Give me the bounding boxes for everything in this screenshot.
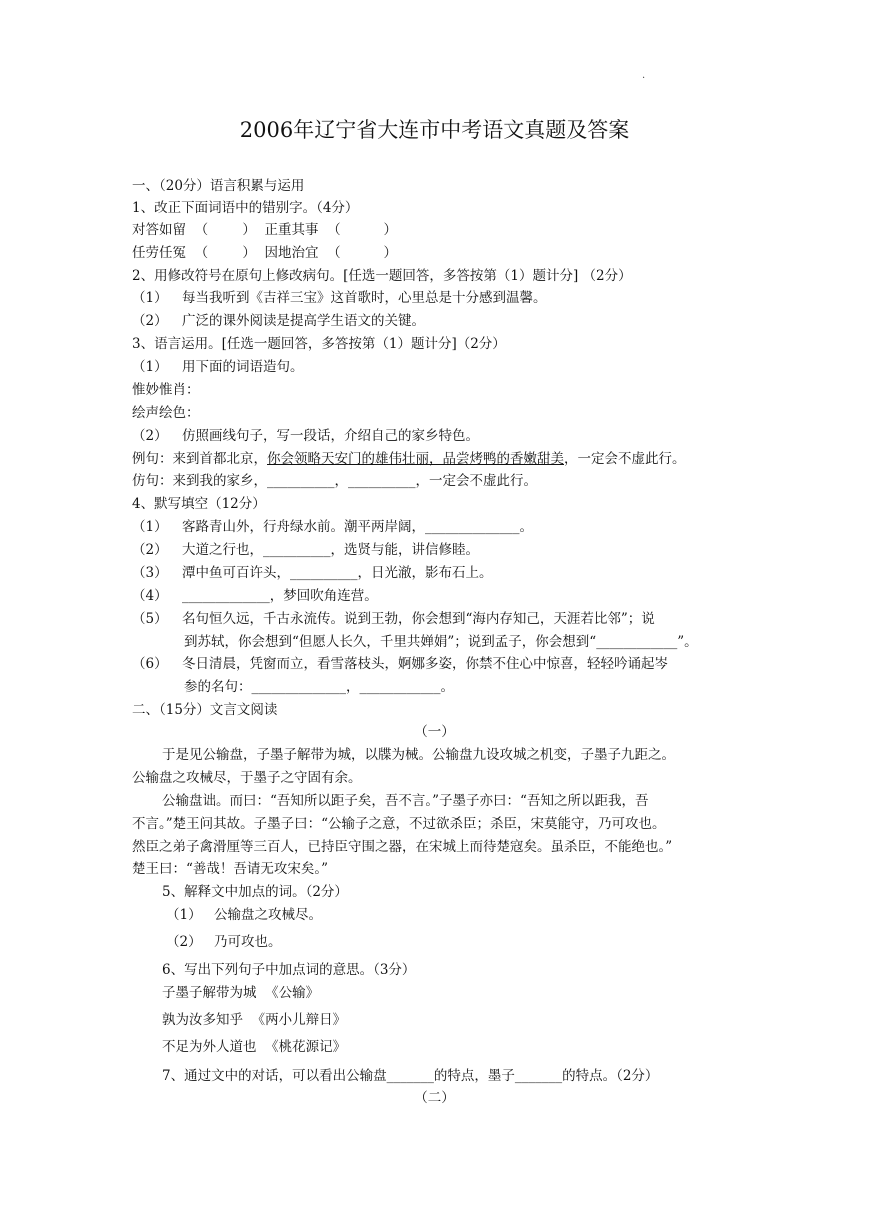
- question-3: 3、语言运用。[任选一题回答，多答按第（1）题计分]（2分）: [132, 336, 506, 352]
- passage-para-2-l4: 楚王曰：“善哉！吾请无攻宋矣。”: [132, 861, 329, 877]
- question-4: 4、默写填空（12分）: [132, 496, 266, 512]
- page-title: 2006年辽宁省大连市中考语文真题及答案: [239, 118, 630, 142]
- section-2-heading: 二、（15分）文言文阅读: [132, 702, 278, 718]
- question-6: 6、写出下列句子中加点词的意思。（3分）: [162, 962, 416, 978]
- q3-word-2: 绘声绘色：: [132, 405, 200, 421]
- q4-item-1: （1） 客路青山外，行舟绿水前。潮平两岸阔，______________。: [132, 519, 533, 535]
- page-dot: .: [642, 70, 646, 81]
- passage-2-label: （二）: [414, 1090, 455, 1106]
- q6-item-2: 孰为汝多知乎 《两小儿辩日》: [162, 1012, 347, 1028]
- passage-para-2-l3: 然臣之弟子禽滑厘等三百人，已持臣守围之器，在宋城上而待楚寇矣。虽杀臣，不能绝也。”: [132, 839, 673, 855]
- passage-para-2: 公输盘诎。而曰：“吾知所以距子矣，吾不言。”子墨子亦曰：“吾知之所以距我，吾: [162, 793, 649, 809]
- q3-item-2: （2） 仿照画线句子，写一段话，介绍自己的家乡特色。: [132, 428, 479, 444]
- imitation-sentence: 仿句：来到我的家乡，__________，__________，一定会不虚此行。: [132, 473, 537, 489]
- q5-item-1: （1） 公输盘之攻械尽。: [166, 907, 322, 923]
- q4-item-3: （3） 潭中鱼可百许头，__________，日光澈，影布石上。: [132, 565, 493, 581]
- q4-item-4: （4） _____________，梦回吹角连营。: [132, 588, 378, 604]
- q2-item-1: （1） 每当我听到《吉祥三宝》这首歌时，心里总是十分感到温馨。: [132, 290, 547, 306]
- passage-para-2-l2: 不言。”楚王问其故。子墨子曰：“公输子之意，不过欲杀臣；杀臣，宋莫能守，乃可攻也。: [132, 816, 666, 832]
- q5-item-2: （2） 乃可攻也。: [166, 934, 282, 950]
- q4-item-6: （6） 冬日清晨，凭窗而立，看雪落枝头，婀娜多姿，你禁不住心中惊喜，轻轻吟诵起岑: [132, 656, 668, 672]
- q2-item-2: （2） 广泛的课外阅读是提高学生语文的关键。: [132, 313, 425, 329]
- underlined-phrase: 你会领略天安门的雄伟壮丽，品尝烤鸭的香嫩甜美: [267, 451, 564, 467]
- q3-word-1: 惟妙惟肖：: [132, 382, 200, 398]
- q4-item-6-cont: 参的名句：______________，____________。: [184, 679, 454, 695]
- q6-item-3: 不足为外人道也 《桃花源记》: [162, 1039, 347, 1055]
- q4-item-2: （2） 大道之行也，__________，选贤与能，讲信修睦。: [132, 542, 479, 558]
- example-sentence: 例句：来到首都北京，你会领略天安门的雄伟壮丽，品尝烤鸭的香嫩甜美，一定会不虚此行。: [132, 451, 686, 467]
- passage-1-label: （一）: [414, 724, 455, 740]
- q1-row-2: 任劳任冤 （ ） 因地治宜 （ ）: [132, 245, 397, 261]
- q4-item-5: （5） 名句恒久远，千古永流传。说到王勃，你会想到“海内存知己，天涯若比邻”；说: [132, 611, 655, 627]
- passage-para-1-cont: 公输盘之攻械尽，于墨子之守固有余。: [132, 770, 362, 786]
- q3-item-1: （1） 用下面的词语造句。: [132, 359, 304, 375]
- section-1-heading: 一、（20分）语言积累与运用: [132, 178, 305, 194]
- question-2: 2、用修改符号在原句上修改病句。[任选一题回答，多答按第（1）题计分] （2分）: [132, 268, 632, 284]
- q1-row-1: 对答如留 （ ） 正重其事 （ ）: [132, 222, 397, 238]
- question-7: 7、通过文中的对话，可以看出公输盘_______的特点，墨子_______的特点。（2分）: [162, 1068, 659, 1084]
- question-1: 1、改正下面词语中的错别字。（4分）: [132, 200, 359, 216]
- q4-item-5-cont: 到苏轼，你会想到“但愿人长久，千里共婵娟”；说到孟子，你会想到“____________”。: [184, 634, 698, 650]
- q6-item-1: 子墨子解带为城 《公输》: [162, 985, 320, 1001]
- question-5: 5、解释文中加点的词。（2分）: [162, 884, 348, 900]
- passage-para-1: 于是见公输盘，子墨子解带为城，以牒为械。公输盘九设攻城之机变，子墨子九距之。: [162, 747, 675, 763]
